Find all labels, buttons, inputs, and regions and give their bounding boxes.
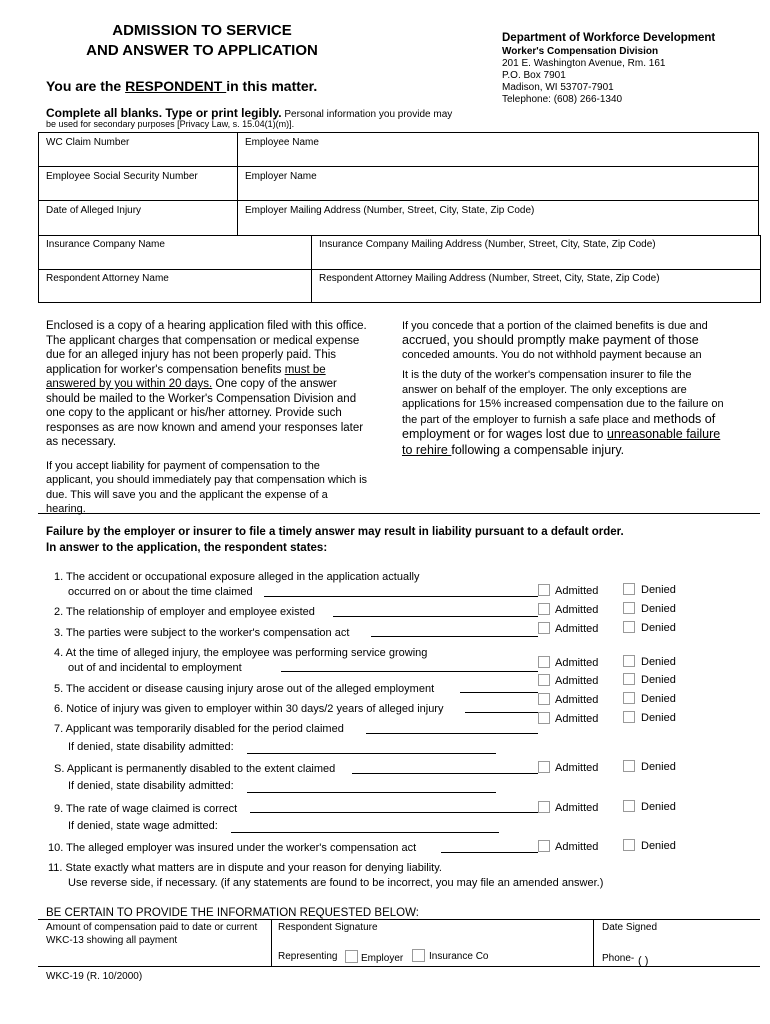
statement-11-line2: Use reverse side, if necessary. (if any statements are found to be incorrect, you may file an amended answer.) — [68, 877, 604, 889]
statement-2: 2. The relationship of employer and employee existed — [54, 606, 315, 618]
admitted-label-9: Admitted — [555, 802, 599, 814]
denied-label-5: Denied — [641, 674, 676, 686]
denied-label-3: Denied — [641, 622, 676, 634]
insurance-label: Insurance Co — [429, 951, 489, 962]
admitted-checkbox-10[interactable] — [538, 840, 550, 852]
representing-label: Representing — [278, 951, 338, 962]
statement-1-line1: 1. The accident or occupational exposure alleged in the application actually — [54, 571, 420, 583]
department-street: 201 E. Washington Avenue, Rm. 161 — [502, 58, 666, 69]
admitted-checkbox-3[interactable] — [538, 622, 550, 634]
statement-11-line1: 11. State exactly what matters are in dispute and your reason for denying liability. — [48, 862, 442, 874]
instructions-left-p2: If you accept liability for payment of compensation to the applicant, you should immediately pay that compensation which is due. This will save you and the applicant the expense of a hearing. — [46, 459, 368, 515]
denied-checkbox-6[interactable] — [623, 692, 635, 704]
respondent-notice: You are the RESPONDENT in this matter. — [46, 78, 318, 94]
attorney-name-field[interactable]: Respondent Attorney Name — [46, 273, 169, 284]
statement-4-line2: out of and incidental to employment — [68, 662, 242, 674]
statement-10: 10. The alleged employer was insured under the worker's compensation act — [48, 842, 417, 854]
disability-perm-input[interactable] — [247, 792, 496, 793]
admitted-label-6: Admitted — [555, 694, 599, 706]
admitted-checkbox-5[interactable] — [538, 674, 550, 686]
default-warning-line1: Failure by the employer or insurer to file a timely answer may result in liability pursuant to a default order. — [46, 526, 624, 538]
denied-checkbox-9[interactable] — [623, 800, 635, 812]
insurer-name-field[interactable]: Insurance Company Name — [46, 239, 165, 250]
denied-label-7: Denied — [641, 712, 676, 724]
denied-label-10: Denied — [641, 840, 676, 852]
admitted-checkbox-6[interactable] — [538, 693, 550, 705]
denied-checkbox-5[interactable] — [623, 673, 635, 685]
statement-8: S. Applicant is permanently disabled to the extent claimed — [54, 763, 336, 775]
privacy-note: be used for secondary purposes [Privacy Law, s. 15.04(1)(m)]. — [46, 119, 295, 129]
denied-checkbox-4[interactable] — [623, 655, 635, 667]
form-title-line1: ADMISSION TO SERVICE — [112, 22, 292, 39]
statement-1-line2: occurred on or about the time claimed — [68, 586, 253, 598]
admitted-label-2: Admitted — [555, 604, 599, 616]
instructions-left-p1: Enclosed is a copy of a hearing application filed with this office. The applicant charges that compensation or medical expense due for an alleged injury has not been properly paid. This application for worker's compensation benefits must be answered by you within 20 days. One copy of the answer should be mailed to the Worker's Compensation Division and one copy to the applicant or his/her attorney. Provide such responses as are now known and amend your responses later as necessary. — [46, 320, 367, 448]
amount-paid-label: Amount of compensation paid to date or current WKC-13 showing all payment — [46, 922, 258, 946]
admitted-checkbox-8[interactable] — [538, 761, 550, 773]
department-block — [502, 31, 715, 106]
instructions-right — [402, 319, 728, 487]
wage-input[interactable] — [231, 832, 499, 833]
department-name: Department of Workforce Development — [502, 32, 716, 44]
respondent-signature-field[interactable]: Respondent Signature — [278, 922, 378, 933]
statement-6: 6. Notice of injury was given to employer within 30 days/2 years of alleged injury — [54, 703, 444, 715]
admitted-checkbox-1[interactable] — [538, 584, 550, 596]
complete-instructions: Complete all blanks. Type or print legibly. Personal information you provide may — [46, 106, 453, 120]
division-name: Worker's Compensation Division — [502, 46, 659, 57]
be-certain-heading: BE CERTAIN TO PROVIDE THE INFORMATION REQUESTED BELOW: — [46, 907, 419, 919]
instructions-right-p1c: conceded amounts. You do not withhold payment because an — [402, 349, 702, 361]
statement-9-sub: If denied, state wage admitted: — [68, 820, 218, 832]
section-divider — [38, 513, 760, 514]
admitted-label-7: Admitted — [555, 713, 599, 725]
instructions-left — [46, 319, 368, 517]
admitted-label-1: Admitted — [555, 585, 599, 597]
department-city: Madison, WI 53707-7901 — [502, 82, 614, 93]
disability-temp-input[interactable] — [247, 753, 496, 754]
admitted-checkbox-2[interactable] — [538, 603, 550, 615]
default-warning-line2: In answer to the application, the respondent states: — [46, 542, 328, 554]
insurer-address-field[interactable]: Insurance Company Mailing Address (Number, Street, City, State, Zip Code) — [319, 239, 656, 250]
employer-label: Employer — [361, 953, 404, 964]
phone-label: Phone- — [602, 953, 635, 964]
employer-checkbox[interactable] — [345, 950, 358, 963]
admitted-checkbox-9[interactable] — [538, 801, 550, 813]
form-id: WKC-19 (R. 10/2000) — [46, 971, 143, 982]
injury-date-field[interactable]: Date of Alleged Injury — [46, 205, 142, 216]
statement-7-sub: If denied, state disability admitted: — [68, 741, 234, 753]
denied-checkbox-1[interactable] — [623, 583, 635, 595]
statement-4-line1: 4. At the time of alleged injury, the employee was performing service growing — [54, 647, 428, 659]
admitted-checkbox-4[interactable] — [538, 656, 550, 668]
denied-checkbox-7[interactable] — [623, 711, 635, 723]
date-signed-field[interactable]: Date Signed — [602, 922, 658, 933]
instructions-right-p2: It is the duty of the worker's compensation insurer to file the answer on behalf of the employer. The only exceptions are applications for 15% increased compensation due to the failure on the part of the employer to furnish a safe place and methods of employment or for wages lost due to unreasonable failure to rehire following a compensable injury. — [402, 369, 724, 457]
denied-checkbox-10[interactable] — [623, 839, 635, 851]
admitted-label-3: Admitted — [555, 623, 599, 635]
admitted-label-5: Admitted — [555, 675, 599, 687]
employee-name-field[interactable]: Employee Name — [245, 137, 319, 148]
denied-checkbox-2[interactable] — [623, 602, 635, 614]
attorney-address-field[interactable]: Respondent Attorney Mailing Address (Number, Street, City, State, Zip Code) — [319, 273, 660, 284]
admitted-label-10: Admitted — [555, 841, 599, 853]
statement-8-sub: If denied, state disability admitted: — [68, 780, 234, 792]
insurance-checkbox[interactable] — [412, 949, 425, 962]
employer-name-field[interactable]: Employer Name — [245, 171, 317, 182]
denied-label-1: Denied — [641, 584, 676, 596]
denied-checkbox-3[interactable] — [623, 621, 635, 633]
wc-claim-field[interactable]: WC Claim Number — [46, 137, 130, 148]
form-title-line2: AND ANSWER TO APPLICATION — [86, 42, 318, 59]
statement-7: 7. Applicant was temporarily disabled for the period claimed — [54, 723, 344, 735]
info-grid-top — [38, 132, 759, 236]
denied-label-6: Denied — [641, 693, 676, 705]
employer-address-field[interactable]: Employer Mailing Address (Number, Street, City, State, Zip Code) — [245, 205, 535, 216]
admitted-checkbox-7[interactable] — [538, 712, 550, 724]
admitted-label-4: Admitted — [555, 657, 599, 669]
statement-9: 9. The rate of wage claimed is correct — [54, 803, 238, 815]
ssn-field[interactable]: Employee Social Security Number — [46, 171, 198, 182]
default-warning — [46, 524, 624, 556]
department-phone: Telephone: (608) 266-1340 — [502, 94, 623, 105]
denied-label-2: Denied — [641, 603, 676, 615]
department-po-box: P.O. Box 7901 — [502, 70, 566, 81]
statement-5: 5. The accident or disease causing injury arose out of the alleged employment — [54, 683, 435, 695]
admitted-label-8: Admitted — [555, 762, 599, 774]
phone-field[interactable]: ( ) — [638, 955, 649, 967]
denied-checkbox-8[interactable] — [623, 760, 635, 772]
statement-3: 3. The parties were subject to the worker's compensation act — [54, 627, 350, 639]
instructions-right-p1: If you concede that a portion of the claimed benefits is due and accrued, you should promptly make payment of those — [402, 320, 708, 347]
denied-label-9: Denied — [641, 801, 676, 813]
denied-label-4: Denied — [641, 656, 676, 668]
denied-label-8: Denied — [641, 761, 676, 773]
